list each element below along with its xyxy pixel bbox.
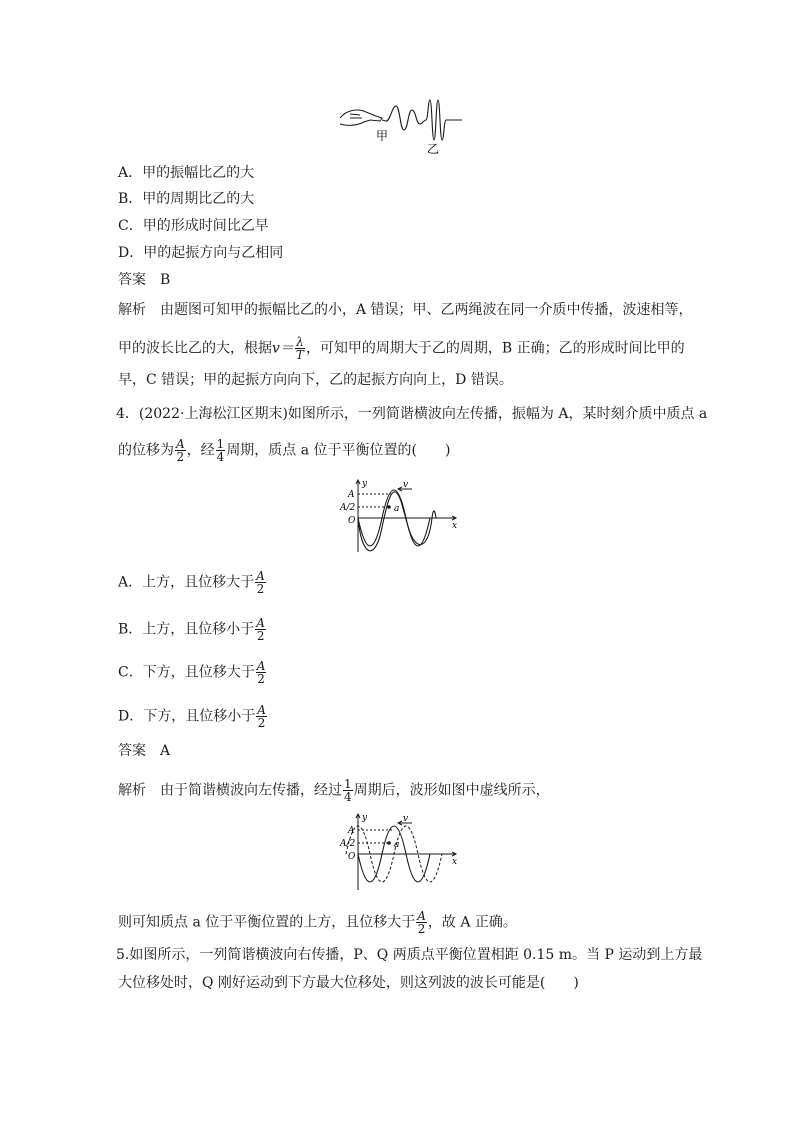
label-y: y: [362, 479, 368, 489]
q4-analysis: 解析 由于简谐横波向左传播，经过 $\frac{1}{4}$ 周期后，波形如图中虚线所示，: [118, 777, 550, 804]
hand-icon: [340, 110, 382, 125]
answer-label: 答案: [118, 272, 146, 288]
label-x: x: [452, 521, 458, 531]
svg-text:a: a: [394, 840, 400, 850]
label-jia: 甲: [376, 129, 389, 143]
analysis-label: 解析: [118, 302, 146, 318]
q3-analysis-line-1: 解析 由题图可知甲的振幅比乙的小，A 错误；甲、乙两绳波在同一介质中传播，波速相等，: [118, 302, 693, 318]
label-a: a: [394, 504, 400, 514]
q4-conclusion: 则可知质点 a 位于平衡位置的上方，且位移大于 $\frac{A}{2}$ ，故 A 正确。: [118, 909, 517, 936]
wave-graph-figure: [336, 478, 464, 554]
svg-text:y: y: [362, 813, 368, 823]
q3-option-d: D．甲的起振方向与乙相同: [118, 245, 284, 261]
svg-text:O: O: [348, 852, 356, 862]
label-O: O: [348, 516, 356, 526]
period-fraction: $\frac{1}{4}$: [216, 437, 225, 464]
q3-option-b: B．甲的周期比乙的大: [118, 191, 255, 207]
q5-stem-line-1: 5.如图所示，一列简谐横波向右传播，P、Q 两质点平衡位置相距 0.15 m。当 P 运动到上方最: [116, 947, 703, 963]
q3-answer: [118, 270, 170, 290]
svg-text:A: A: [348, 826, 355, 836]
q4-stem-line-2: 的位移为 $\frac{A}{2}$ ，经 $\frac{1}{4}$ 周期，质点 a 位于平衡位置的( ): [118, 437, 451, 464]
answer-value: B: [160, 272, 171, 288]
displacement-fraction: $\frac{A}{2}$: [176, 437, 185, 464]
q4-stem-line-1: 4．(2022·上海松江区期末)如图所示，一列简谐横波向左传播，振幅为 A，某时刻介质中质点 a: [116, 406, 708, 422]
q4-answer: 答案 A: [118, 743, 171, 759]
rope-wave-jia: [382, 106, 426, 130]
q3-option-c: C．甲的形成时间比乙早: [118, 218, 269, 234]
q4-option-d: D．下方，且位移小于 $\frac{A}{2}$: [118, 703, 266, 730]
svg-text:A/2: A/2: [340, 839, 356, 849]
rope-wave-yi: [426, 100, 462, 140]
q3-option-a: A．甲的振幅比乙的大: [118, 165, 255, 181]
rope-wave-figure: [336, 96, 464, 156]
svg-text:v: v: [403, 814, 409, 824]
label-A2: A/2: [340, 503, 356, 513]
wave-graph-shifted-figure: [336, 812, 464, 892]
q4-option-c: C．下方，且位移大于 $\frac{A}{2}$: [118, 659, 266, 686]
q5-stem-line-2: 大位移处时，Q 刚好运动到下方最大位移处，则这列波的波长可能是( ): [118, 975, 579, 991]
point-a: [387, 505, 391, 509]
label-v: v: [403, 480, 409, 490]
q3-analysis-line-2: 甲的波长比乙的大，根据v＝ $\frac{\lambda}{T}$ ，可知甲的周期大于乙的周期，B 正确；乙的形成时间比甲的: [118, 335, 685, 362]
q3-analysis-line-3: 早，C 错误；甲的起振方向向下，乙的起振方向向上，D 错误。: [118, 372, 513, 388]
label-A: A: [348, 490, 355, 500]
svg-text:x: x: [452, 857, 458, 867]
label-yi: 乙: [427, 142, 440, 156]
formula-lhs: v＝: [272, 340, 294, 357]
q4-option-a: A．上方，且位移大于 $\frac{A}{2}$: [118, 569, 265, 596]
q4-option-b: B．上方，且位移小于 $\frac{A}{2}$: [118, 616, 265, 643]
wave-curve: [358, 492, 436, 551]
formula-fraction: $\frac{\lambda}{T}$: [295, 335, 304, 362]
